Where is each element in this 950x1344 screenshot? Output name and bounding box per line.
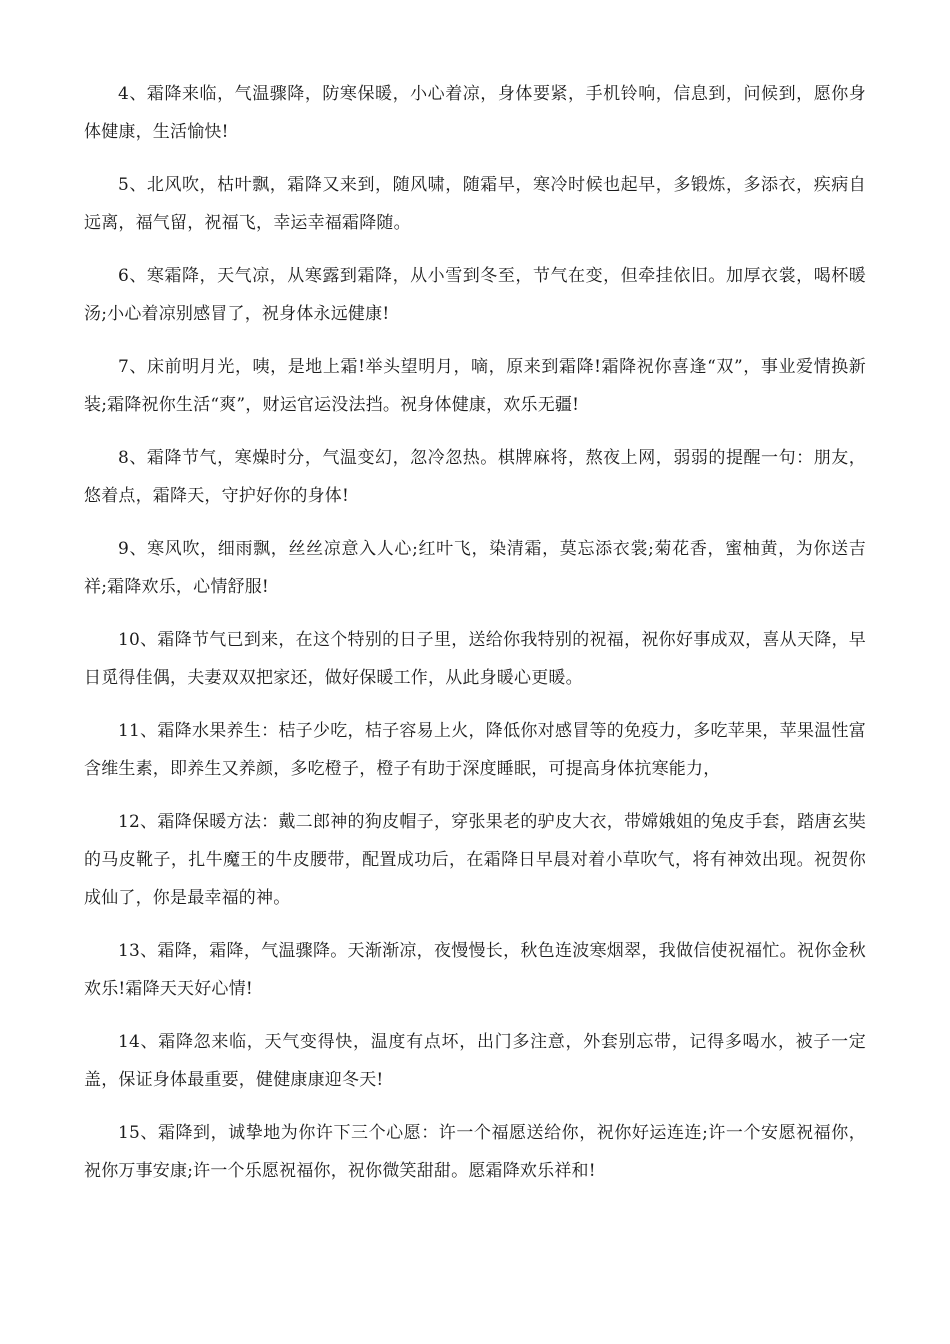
paragraph-4: 4、霜降来临，气温骤降，防寒保暖，小心着凉，身体要紧，手机铃响，信息到，问候到，愿你身体健康，生活愉快! — [84, 84, 866, 142]
paragraph-11: 11、霜降水果养生：桔子少吃，桔子容易上火，降低你对感冒等的免疫力，多吃苹果，苹果温性富含维生素，即养生又养颜，多吃橙子，橙子有助于深度睡眠，可提高身体抗寒能力， — [84, 721, 866, 779]
paragraph-15: 15、霜降到，诚挚地为你许下三个心愿：许一个福愿送给你，祝你好运连连;许一个安愿祝福你，祝你万事安康;许一个乐愿祝福你，祝你微笑甜甜。愿霜降欢乐祥和! — [84, 1123, 866, 1181]
paragraph-8: 8、霜降节气，寒燥时分，气温变幻，忽冷忽热。棋牌麻将，熬夜上网，弱弱的提醒一句：朋友，悠着点，霜降天，守护好你的身体! — [84, 448, 866, 506]
paragraph-10: 10、霜降节气已到来，在这个特别的日子里，送给你我特别的祝福，祝你好事成双，喜从天降，早日觅得佳偶，夫妻双双把家还，做好保暖工作，从此身暖心更暖。 — [84, 630, 866, 688]
paragraph-5: 5、北风吹，枯叶飘，霜降又来到，随风啸，随霜早，寒冷时候也起早，多锻炼，多添衣，疾病自远离，福气留，祝福飞，幸运幸福霜降随。 — [84, 175, 866, 233]
paragraph-7: 7、床前明月光，咦，是地上霜!举头望明月，嘀，原来到霜降!霜降祝你喜逢“双”，事业爱情换新装;霜降祝你生活“爽”，财运官运没法挡。祝身体健康，欢乐无疆! — [84, 357, 866, 415]
paragraph-6: 6、寒霜降，天气凉，从寒露到霜降，从小雪到冬至，节气在变，但牵挂依旧。加厚衣裳，喝杯暖汤;小心着凉别感冒了，祝身体永远健康! — [84, 266, 866, 324]
paragraph-12: 12、霜降保暖方法：戴二郎神的狗皮帽子，穿张果老的驴皮大衣，带嫦娥姐的兔皮手套，踏唐玄奘的马皮靴子，扎牛魔王的牛皮腰带，配置成功后，在霜降日早晨对着小草吹气，将有神效出现。祝贺你成仙了，你是最幸福的神。 — [84, 812, 866, 908]
paragraph-9: 9、寒风吹，细雨飘，丝丝凉意入人心;红叶飞，染清霜，莫忘添衣裳;菊花香，蜜柚黄，为你送吉祥;霜降欢乐，心情舒服! — [84, 539, 866, 597]
paragraph-13: 13、霜降，霜降，气温骤降。天渐渐凉，夜慢慢长，秋色连波寒烟翠，我做信使祝福忙。祝你金秋欢乐!霜降天天好心情! — [84, 941, 866, 999]
paragraph-14: 14、霜降忽来临，天气变得快，温度有点坏，出门多注意，外套别忘带，记得多喝水，被子一定盖，保证身体最重要，健健康康迎冬天! — [84, 1032, 866, 1090]
